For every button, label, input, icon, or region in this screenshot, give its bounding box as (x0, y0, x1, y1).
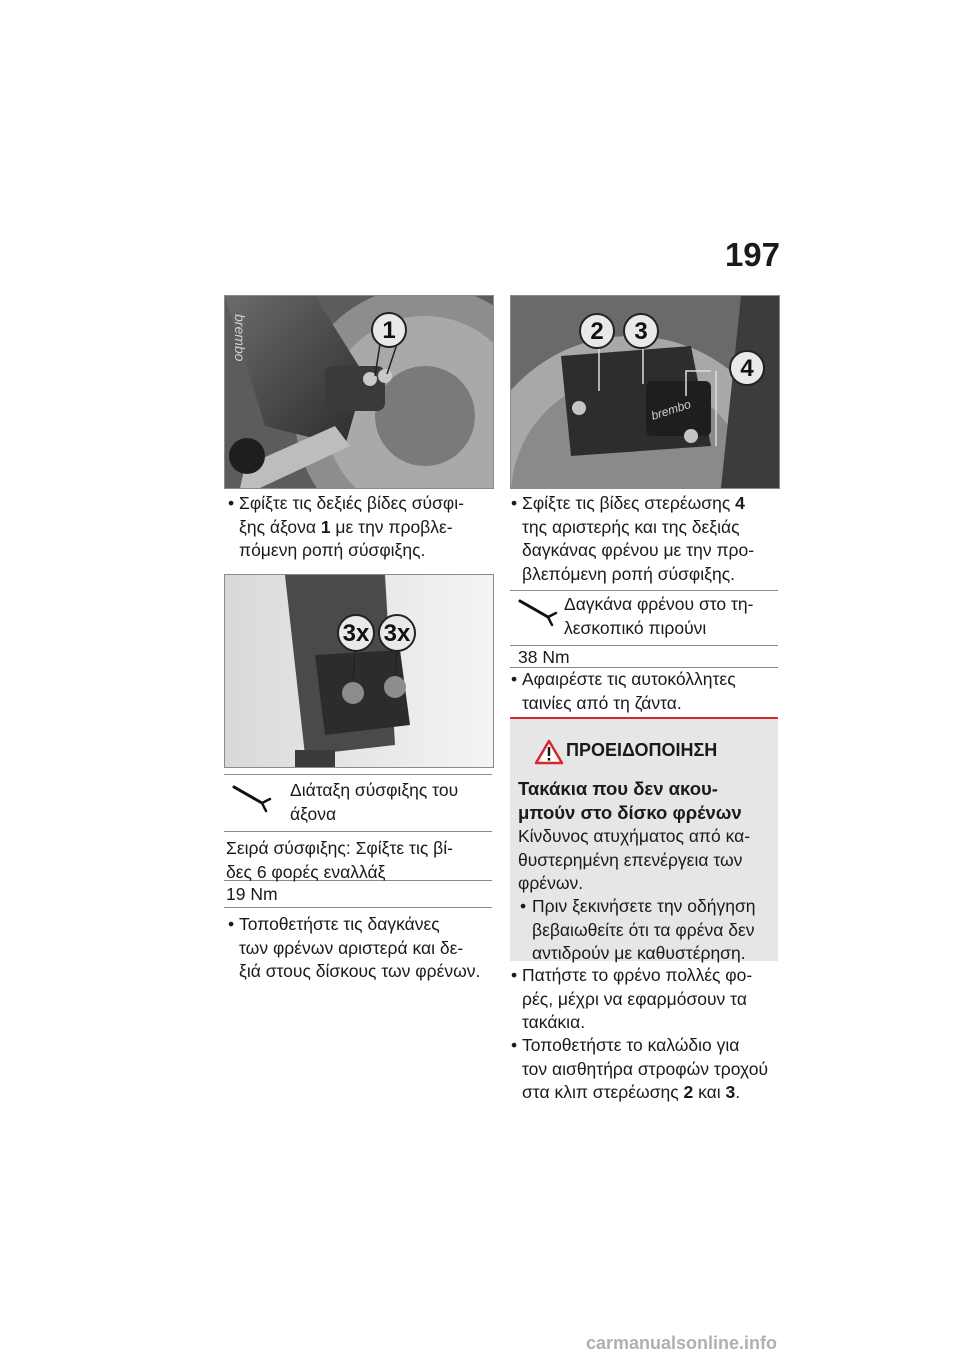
callout-4: 4 (740, 355, 754, 382)
instruction-fit-calipers: • Τοποθετήστε τις δαγκάνες των φρένων αριστερά και δε- ξιά στους δίσκους των φρένων. (228, 914, 481, 981)
spec-header-line1: Δαγκάνα φρένου στο τη- (564, 594, 754, 614)
warning-title-line1: Τακάκια που δεν ακου- (518, 778, 718, 799)
svg-text:brembo: brembo (232, 314, 248, 362)
instruction-pump-brake: • Πατήστε το φρένο πολλές φο- ρές, μέχρι να εφαρμόσουν τα τακάκια. (511, 965, 753, 1032)
spec-sequence-row: Σειρά σύσφιξης: Σφίξτε τις βί- δες 6 φορές εναλλάξ (224, 832, 492, 881)
instruction-tighten-caliper-bolts: • Σφίξτε τις βίδες στερέωσης 4 της αριστερής και της δεξιάς δαγκάνας φρένου με την προ- βλεπόμενη ροπή σύσφιξης. (511, 493, 755, 584)
watermark: carmanualsonline.info (586, 1333, 778, 1353)
spec-torque-row (510, 646, 778, 668)
bullet-dot: • (511, 493, 518, 513)
instruction-route-sensor-cable: • Τοποθετήστε το καλώδιο για τον αισθητήρα στροφών τροχού στα κλιπ στερέωσης 2 και 3. (511, 1035, 769, 1102)
spec-header (224, 775, 492, 832)
ref-2: 2 (683, 1082, 694, 1102)
spec-header-line2: άξονα (290, 803, 337, 824)
instruction-tighten-axle-bolts: • Σφίξτε τις δεξιές βίδες σύσφι- ξης άξονα 1 με την προβλε- πόμενη ροπή σύσφιξης. (228, 493, 464, 560)
axle-bolt-photo (224, 295, 494, 489)
spec-header (510, 591, 778, 646)
callout-2: 2 (590, 318, 604, 345)
axle-torque-spec-table (224, 774, 492, 908)
bullet-dot: • (511, 669, 518, 689)
page-number: 197 (724, 236, 780, 273)
bullet-dot: • (228, 493, 235, 513)
torque-value: 19 Nm (226, 884, 278, 904)
bullet-dot: • (511, 965, 518, 985)
torque-value: 38 Nm (518, 647, 570, 667)
ref-3: 3 (725, 1082, 736, 1102)
torque-wrench-icon (232, 781, 274, 815)
ref-1: 1 (320, 516, 331, 537)
warning-triangle-icon (534, 739, 564, 765)
spec-header-line2: λεσκοπικό πιρούνι (564, 617, 707, 638)
svg-text:brembo: brembo (649, 396, 693, 423)
warning-title-line2: μπούν στο δίσκο φρένων (518, 802, 742, 823)
brake-caliper-photo (510, 295, 780, 489)
ref-4: 4 (735, 493, 745, 513)
axle-bolt-illustration (225, 296, 493, 488)
warning-label: ΠΡΟΕΙΔΟΠΟΙΗΣΗ (566, 740, 718, 760)
warning-sub-bullet: • Πριν ξεκινήσετε την οδήγηση βεβαιωθείτε ότι τα φρένα δεν αντιδρούν με καθυστέρηση. (520, 896, 756, 963)
callout-3x-left: 3x (342, 620, 370, 647)
spec-header-line1: Διάταξη σύσφιξης του (290, 780, 459, 800)
callout-3: 3 (634, 318, 648, 345)
callout-3x-right: 3x (383, 620, 411, 647)
caliper-torque-spec-table (510, 590, 778, 668)
fork-clamp-illustration (225, 575, 493, 767)
spec-torque-row (224, 881, 492, 908)
sub-bullet-dot: • (520, 896, 527, 916)
torque-wrench-icon (518, 595, 560, 629)
brake-caliper-illustration (511, 296, 779, 488)
fork-clamp-photo (224, 574, 494, 768)
warning-box: ΠΡΟΕΙΔΟΠΟΙΗΣΗ Τακάκια που δεν ακου- μπούν στο δίσκο φρένων Κίνδυνος ατυχήματος από κα- θυστερημένη επενέργεια των φρένων. • Πριν ξεκινήσετε την οδήγηση βεβαιωθείτε ότι τα φρένα δεν αντιδρούν με καθυστέρηση. (510, 717, 778, 961)
bullet-dot: • (228, 914, 235, 934)
callout-1: 1 (382, 317, 396, 344)
bullet-dot: • (511, 1035, 518, 1055)
instruction-remove-tapes: • Αφαιρέστε τις αυτοκόλλητες ταινίες από τη ζάντα. (511, 669, 736, 713)
